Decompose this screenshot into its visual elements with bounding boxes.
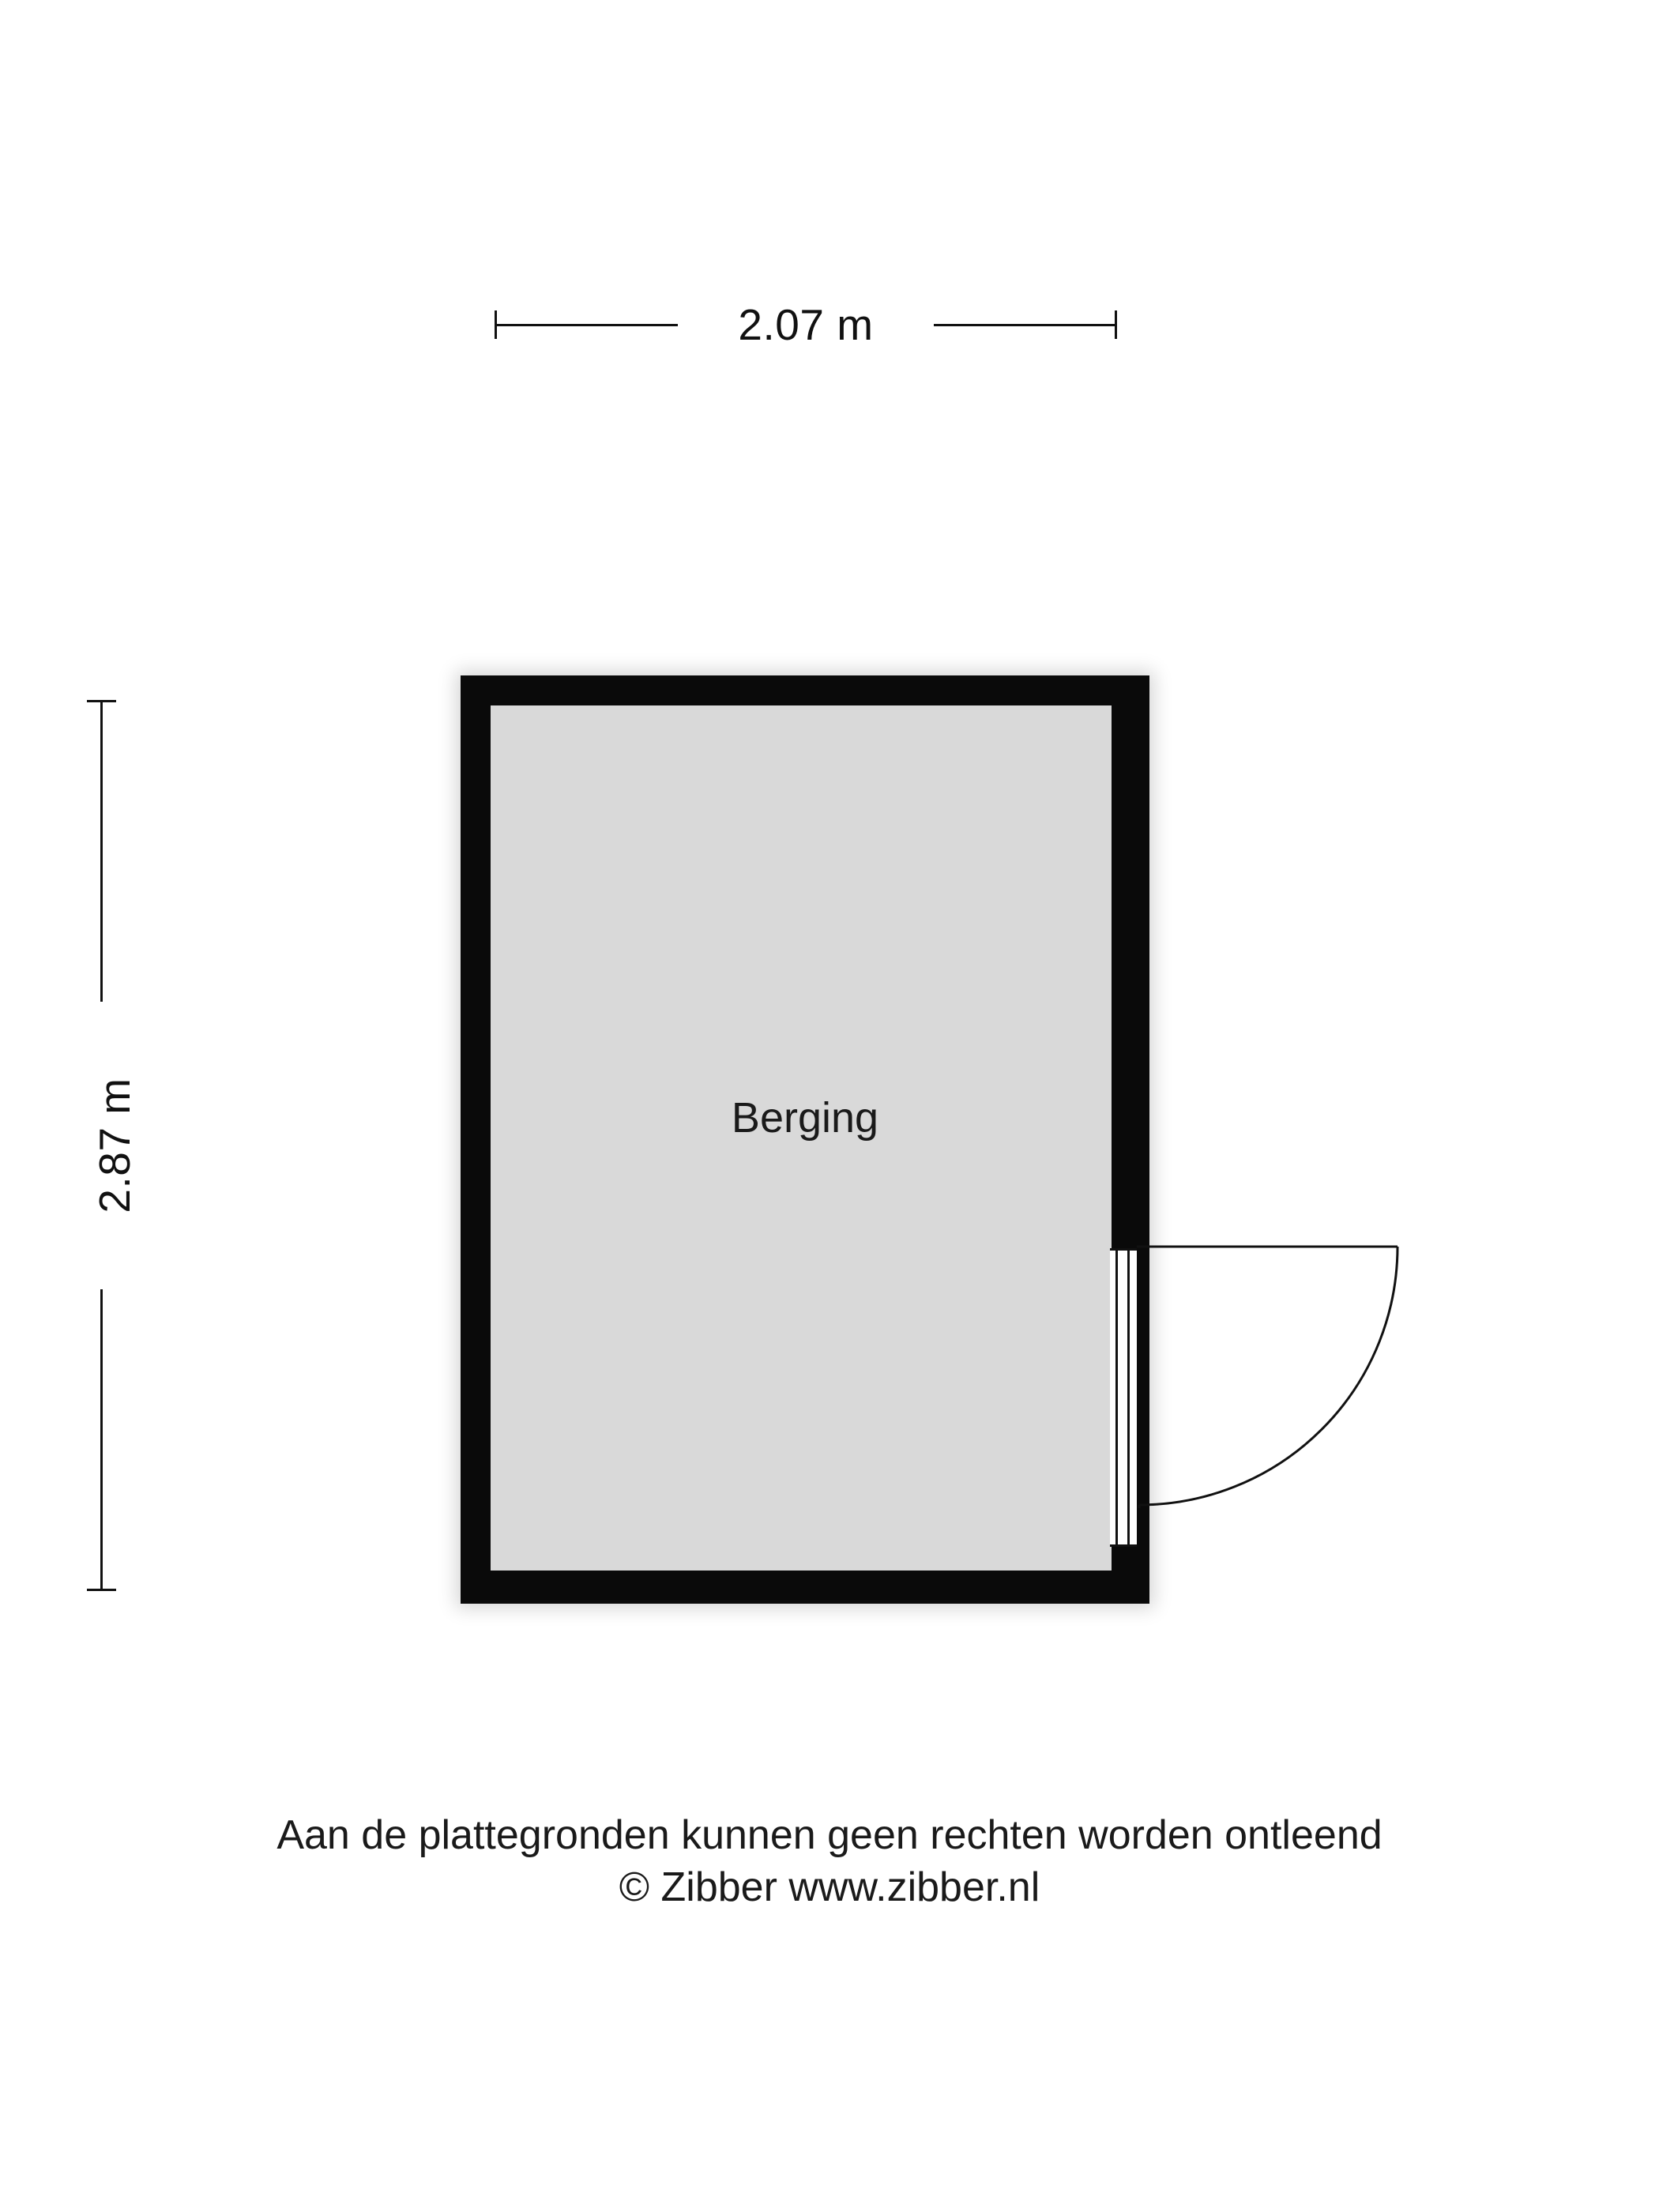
door-swing-arc-icon: [1137, 1244, 1402, 1510]
door-symbol: [1110, 1244, 1402, 1544]
door-leaf-line-2: [1127, 1251, 1130, 1544]
door-leaf-line-1: [1115, 1251, 1118, 1544]
width-dimension-tick-right: [1115, 310, 1117, 339]
height-dimension-line-bottom: [100, 1289, 103, 1589]
width-dimension-label: 2.07 m: [738, 300, 874, 349]
door-leaf-icon: [1110, 1248, 1137, 1547]
height-dimension-label: 2.87 m: [90, 1078, 139, 1213]
height-dimension-line-top: [100, 702, 103, 1002]
copyright-text: © Zibber www.zibber.nl: [619, 1864, 1040, 1910]
footer-disclaimer: [0, 1809, 1659, 1913]
height-dimension: [63, 695, 166, 1596]
width-dimension-line-right: [934, 324, 1115, 326]
room-label: Berging: [731, 1094, 879, 1142]
width-dimension: [490, 300, 1122, 348]
room-berging: [461, 675, 1149, 1604]
disclaimer-text: Aan de plattegronden kunnen geen rechten worden ontleend: [276, 1812, 1382, 1858]
height-dimension-tick-bottom: [87, 1589, 116, 1591]
